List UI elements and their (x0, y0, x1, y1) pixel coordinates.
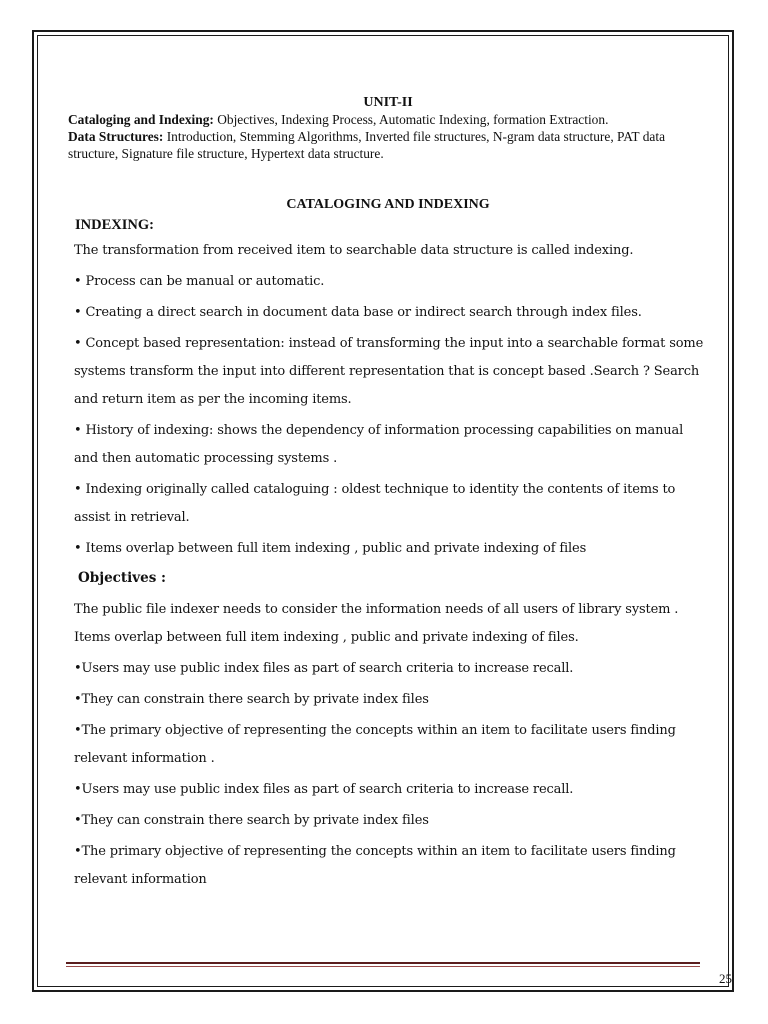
indexing-paragraph-7: • Items overlap between full item indexing , public and private indexing of files (74, 541, 587, 556)
objectives-paragraph-5: •Users may use public index files as part of search criteria to increase recall. (74, 782, 574, 797)
indexing-paragraph-3: • Creating a direct search in document data base or indirect search through index files. (74, 305, 642, 320)
syllabus-label-data-structures: Data Structures: (68, 129, 164, 144)
footer-rule-secondary (66, 966, 700, 967)
indexing-heading: INDEXING: (75, 217, 154, 233)
objectives-paragraph-3: •They can constrain there search by private index files (74, 692, 429, 707)
footer-rule (66, 962, 700, 964)
objectives-paragraph-1: The public file indexer needs to consider the information needs of all users of library system . Items overlap between full item indexing , public and private indexing of files. (74, 602, 679, 645)
section-title: CATALOGING AND INDEXING (286, 197, 490, 212)
syllabus-label-cataloging: Cataloging and Indexing: (68, 112, 214, 127)
syllabus-line-data-structures (68, 128, 708, 162)
objectives-paragraph-6: •They can constrain there search by private index files (74, 813, 429, 828)
page-content (68, 95, 708, 897)
objectives-paragraph-4: •The primary objective of representing the concepts within an item to facilitate users finding relevant information . (74, 723, 676, 766)
indexing-paragraph-2: • Process can be manual or automatic. (74, 274, 325, 289)
indexing-paragraph-4: • Concept based representation: instead of transforming the input into a searchable format some systems transform the input into different representation that is concept based .Search ? Search and return item as per the incoming items. (74, 336, 704, 407)
objectives-heading: Objectives : (78, 570, 166, 586)
indexing-paragraph-5: • History of indexing: shows the dependency of information processing capabilities on manual and then automatic processing systems . (74, 423, 684, 466)
unit-title: UNIT-II (363, 95, 413, 110)
indexing-paragraph-6: • Indexing originally called cataloguing : oldest technique to identity the contents of items to assist in retrieval. (74, 482, 676, 525)
objectives-paragraph-2: •Users may use public index files as part of search criteria to increase recall. (74, 661, 574, 676)
indexing-paragraph-1: The transformation from received item to searchable data structure is called indexing. (74, 243, 634, 258)
syllabus-text-cataloging: Objectives, Indexing Process, Automatic Indexing, formation Extraction. (213, 112, 609, 127)
syllabus-text-data-structures: Introduction, Stemming Algorithms, Inverted file structures, N-gram data structure, PAT data structure, Signature file structure, Hypertext data structure. (68, 129, 666, 161)
page-number: 25 (719, 971, 732, 986)
syllabus-line-cataloging (68, 111, 708, 128)
objectives-paragraph-7: •The primary objective of representing the concepts within an item to facilitate users finding relevant information (74, 844, 676, 887)
